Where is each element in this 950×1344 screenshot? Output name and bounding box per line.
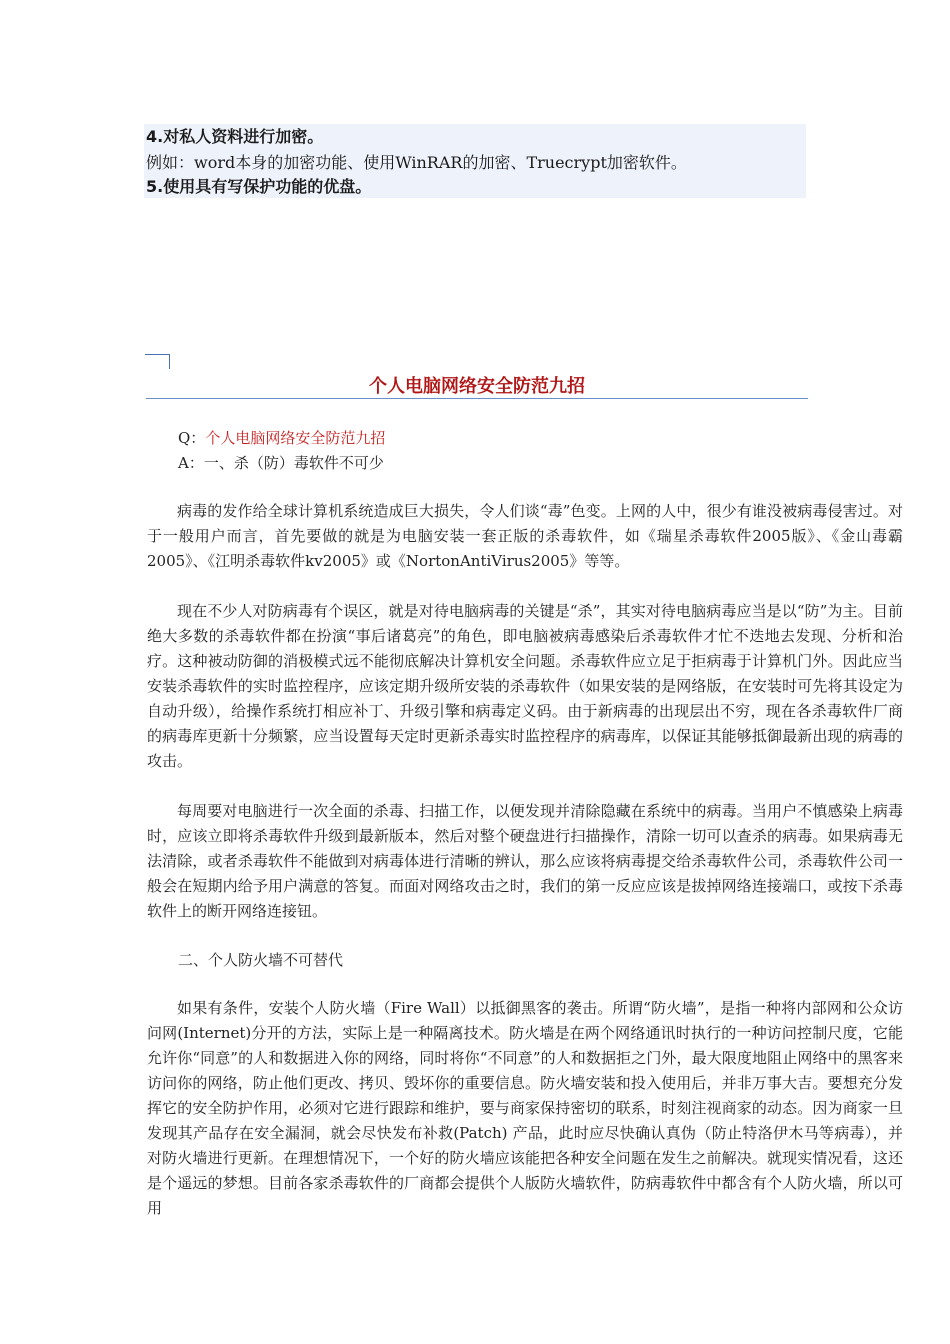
- paragraph-3: 每周要对电脑进行一次全面的杀毒、扫描工作，以便发现并清除隐藏在系统中的病毒。当用户不慎感染上病毒时，应该立即将杀毒软件升级到最新版本，然后对整个硬盘进行扫描操作，清除一切可以查杀的病毒。如果病毒无法清除，或者杀毒软件不能做到对病毒体进行清晰的辨认，那么应该将病毒提交给杀毒软件公司，杀毒软件公司一般会在短期内给予用户满意的答复。而面对网络攻击之时，我们的第一反应应该是拔掉网络连接端口，或按下杀毒软件上的断开网络连接钮。: [147, 802, 903, 920]
- section-heading-2: 二、个人防火墙不可替代: [178, 951, 344, 969]
- paragraph-1: 病毒的发作给全球计算机系统造成巨大损失，令人们谈“毒”色变。上网的人中，很少有谁没被病毒侵害过。对于一般用户而言，首先要做的就是为电脑安装一套正版的杀毒软件，如《瑞星杀毒软件2005版》、《金山毒霸2005》、《江明杀毒软件kv2005》或《NortonAntiVirus2005》等等。: [147, 502, 903, 570]
- tip-4-heading: 4.对私人资料进行加密。: [146, 127, 324, 146]
- question-text: 个人电脑网络安全防范九招: [205, 429, 386, 447]
- tip-5-heading: 5.使用具有写保护功能的优盘。: [146, 177, 372, 196]
- paragraph-2: 现在不少人对防病毒有个误区，就是对待电脑病毒的关键是“杀”，其实对待电脑病毒应当是以“防”为主。目前绝大多数的杀毒软件都在扮演“事后诸葛亮”的角色，即电脑被病毒感染后杀毒软件才忙不迭地去发现、分析和治疗。这种被动防御的消极模式远不能彻底解决计算机安全问题。杀毒软件应立足于拒病毒于计算机门外。因此应当安装杀毒软件的实时监控程序，应该定期升级所安装的杀毒软件（如果安装的是网络版，在安装时可先将其设定为自动升级），给操作系统打相应补丁、升级引擎和病毒定义码。由于新病毒的出现层出不穷，现在各杀毒软件厂商的病毒库更新十分频繁，应当设置每天定时更新杀毒实时监控程序的病毒库，以保证其能够抵御最新出现的病毒的攻击。: [147, 602, 903, 770]
- question-prefix: Q：: [178, 429, 206, 447]
- paragraph-4: 如果有条件，安装个人防火墙（Fire Wall）以抵御黑客的袭击。所谓“防火墙”，是指一种将内部网和公众访问网(Internet)分开的方法，实际上是一种隔离技术。防火墙是在两个网络通讯时执行的一种访问控制尺度，它能允许你“同意”的人和数据进入你的网络，同时将你“不同意”的人和数据拒之门外，最大限度地阻止网络中的黑客来访问你的网络，防止他们更改、拷贝、毁坏你的重要信息。防火墙安装和投入使用后，并非万事大吉。要想充分发挥它的安全防护作用，必须对它进行跟踪和维护，要与商家保持密切的联系，时刻注视商家的动态。因为商家一旦发现其产品存在安全漏洞，就会尽快发布补救(Patch) 产品，此时应尽快确认真伪（防止特洛伊木马等病毒），并对防火墙进行更新。在理想情况下，一个好的防火墙应该能把各种安全问题在发生之前解决。就现实情况看，这还是个遥远的梦想。目前各家杀毒软件的厂商都会提供个人版防火墙软件，防病毒软件中都含有个人防火墙，所以可用: [147, 999, 903, 1217]
- answer-line: A：一、杀（防）毒软件不可少: [178, 454, 384, 472]
- question-line: [178, 427, 385, 449]
- article-title: 个人电脑网络安全防范九招: [369, 376, 585, 397]
- title-underline-rule: [146, 398, 808, 399]
- tip-4-example: 例如：word本身的加密功能、使用WinRAR的加密、Truecrypt加密软件。: [146, 153, 687, 172]
- corner-bracket-decoration: [145, 354, 170, 369]
